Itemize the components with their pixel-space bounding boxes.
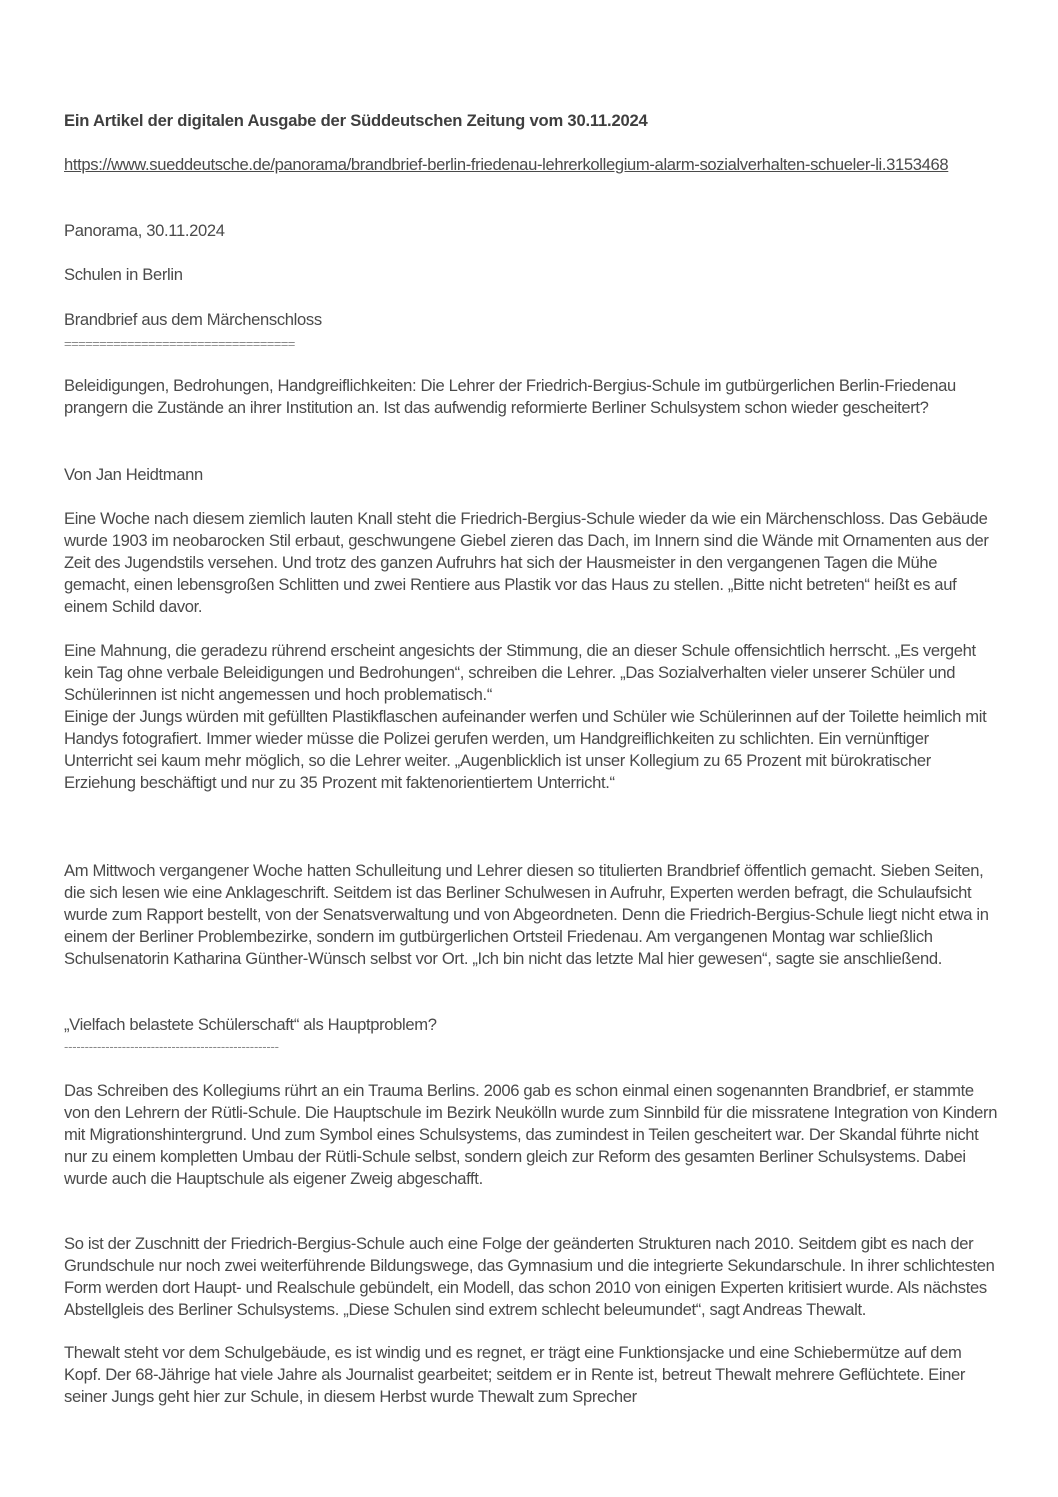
paragraph: Einige der Jungs würden mit gefüllten Plastikflaschen aufeinander werfen und Schüler wie Schülerinnen auf der Toilette heimlich mit Handys fotografiert. Immer wieder müsse die Polizei gerufen werden, um Handgreiflichkeiten zu schlichten. Ein vernünftiger Unterricht sei kaum mehr möglich, so die Lehrer weiter. „Augenblicklich ist unser Kollegium zu 65 Prozent mit bürokratischer Erziehung beschäftigt und nur zu 35 Prozent mit faktenorientiertem Unterricht.“: [64, 707, 987, 792]
article-title: Brandbrief aus dem Märchenschloss: [64, 310, 322, 329]
paragraph: Thewalt steht vor dem Schulgebäude, es ist windig und es regnet, er trägt eine Funktionsjacke und eine Schiebermütze auf dem Kopf. Der 68-Jährige hat viele Jahre als Journalist gearbeitet; seitdem er in Rente ist, betreut Thewalt mehrere Geflüchtete. Einer seiner Jungs geht hier zur Schule, in diesem Herbst wurde Thewalt zum Sprecher: [64, 1343, 966, 1406]
source-line: Ein Artikel der digitalen Ausgabe der Süddeutschen Zeitung vom 30.11.2024: [64, 111, 648, 130]
kicker: Schulen in Berlin: [64, 265, 183, 284]
subheading-underline: ----------------------------------------------------: [64, 1039, 279, 1054]
title-underline: =================================: [64, 336, 295, 351]
paragraph: So ist der Zuschnitt der Friedrich-Bergius-Schule auch eine Folge der geänderten Strukturen nach 2010. Seitdem gibt es nach der Grundschule nur noch zwei weiterführende Bildungswege, das Gymnasium und die integrierte Sekundarschule. In ihrer schlichtesten Form werden dort Haupt- und Realschule gebündelt, ein Modell, das schon 2010 von einigen Experten kritisiert wurde. Als nächstes Abstellgleis des Berliner Schulsystems. „Diese Schulen sind extrem schlecht beleumundet“, sagt Andreas Thewalt.: [64, 1234, 995, 1319]
paragraph: Eine Mahnung, die geradezu rührend erscheint angesichts der Stimmung, die an dieser Schule offensichtlich herrscht. „Es vergeht kein Tag ohne verbale Beleidigungen und Bedrohungen“, schreiben die Lehrer. „Das Sozialverhalten vieler unserer Schüler und Schülerinnen ist nicht angemessen und hoch problematisch.“: [64, 641, 976, 704]
paragraph: Das Schreiben des Kollegiums rührt an ein Trauma Berlins. 2006 gab es schon einmal einen sogenannten Brandbrief, er stammte von den Lehrern der Rütli-Schule. Die Hauptschule im Bezirk Neukölln wurde zum Sinnbild für die missratene Integration von Kindern mit Migrationshintergrund. Und zum Symbol eines Schulsystems, das zumindest in Teilen gescheitert war. Der Skandal führte nicht nur zu einem kompletten Umbau der Rütli-Schule selbst, sondern gleich zur Reform des gesamten Berliner Schulsystems. Dabei wurde auch die Hauptschule als eigener Zweig abgeschafft.: [64, 1081, 998, 1188]
byline: Von Jan Heidtmann: [64, 465, 203, 484]
paragraph: Am Mittwoch vergangener Woche hatten Schulleitung und Lehrer diesen so titulierten Brandbrief öffentlich gemacht. Sieben Seiten, die sich lesen wie eine Anklageschrift. Seitdem ist das Berliner Schulwesen in Aufruhr, Experten werden befragt, die Schulaufsicht wurde zum Rapport bestellt, von der Senatsverwaltung und von Abgeordneten. Denn die Friedrich-Bergius-Schule liegt nicht etwa in einem der Berliner Problembezirke, sondern im gutbürgerlichen Ortsteil Friedenau. Am vergangenen Montag war schließlich Schulsenatorin Katharina Günther-Wünsch selbst vor Ort. „Ich bin nicht das letzte Mal hier gewesen“, sagte sie anschließend.: [64, 861, 989, 968]
article-lead: Beleidigungen, Bedrohungen, Handgreiflichkeiten: Die Lehrer der Friedrich-Bergius-Schule im gutbürgerlichen Berlin-Friedenau prangern die Zustände an ihrer Institution an. Ist das aufwendig reformierte Berliner Schulsystem schon wieder gescheitert?: [64, 376, 956, 417]
subheading: „Vielfach belastete Schülerschaft“ als Hauptproblem?: [64, 1015, 437, 1034]
paragraph: Eine Woche nach diesem ziemlich lauten Knall steht die Friedrich-Bergius-Schule wieder da wie ein Märchenschloss. Das Gebäude wurde 1903 im neobarocken Stil erbaut, geschwungene Giebel zieren das Dach, im Innern sind die Wände mit Ornamenten aus der Zeit des Jugendstils versehen. Und trotz des ganzen Aufruhrs hat sich der Hausmeister in den vergangenen Tagen die Mühe gemacht, einen lebensgroßen Schlitten und zwei Rentiere aus Plastik vor das Haus zu stellen. „Bitte nicht betreten“ heißt es auf einem Schild davor.: [64, 509, 989, 616]
section-date: Panorama, 30.11.2024: [64, 221, 225, 240]
article-url-link[interactable]: https://www.sueddeutsche.de/panorama/brandbrief-berlin-friedenau-lehrerkollegium-alarm-sozialverhalten-schueler-li.3153468: [64, 155, 949, 174]
